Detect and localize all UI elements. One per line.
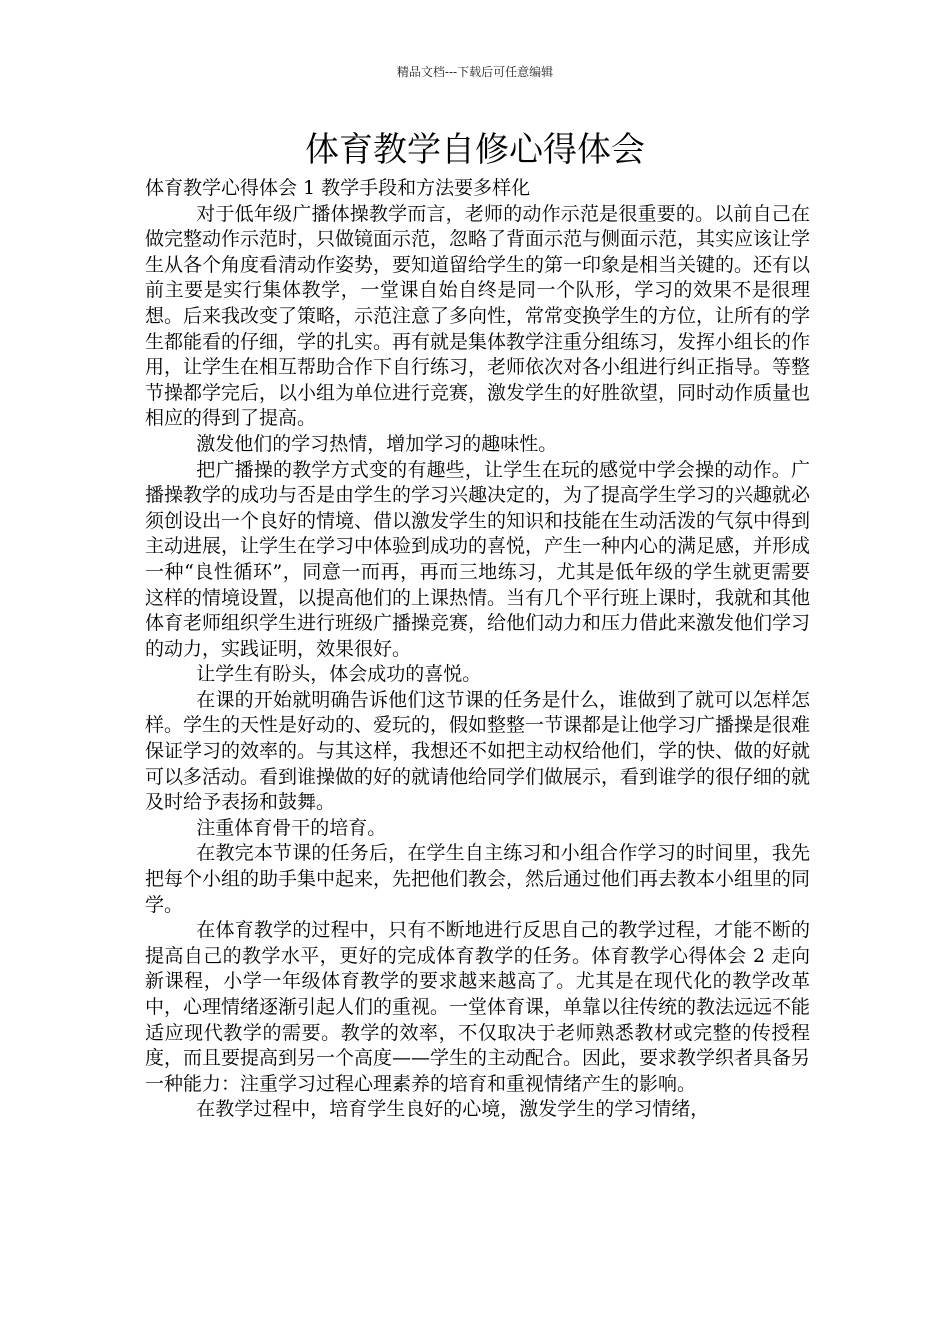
document-title: 体育教学自修心得体会 — [305, 130, 645, 170]
document-body — [145, 176, 810, 1123]
subheading: 激发他们的学习热情，增加学习的趣味性。 — [196, 432, 558, 455]
subheading: 让学生有盼头，体会成功的喜悦。 — [196, 663, 482, 686]
paragraph: 在课的开始就明确告诉他们这节课的任务是什么，谁做到了就可以怎样怎样。学生的天性是好动的、爱玩的，假如整整一节课都是让他学习广播操是很难保证学习的效率的。与其这样，我想还不如把主动权给他们，学的快、做的好就可以多活动。看到谁操做的好的就请他给同学们做展示，看到谁学的很仔细的就及时给予表扬和鼓舞。 — [145, 688, 811, 814]
section-heading-1: 体育教学心得体会 1 教学手段和方法要多样化 — [145, 177, 531, 199]
paragraph: 在体育教学的过程中，只有不断地进行反思自己的教学过程，才能不断的提高自己的教学水平，更好的完成体育教学的任务。体育教学心得体会 2 走向新课程，小学一年级体育教学的要求越来越高了。尤其是在现代化的教学改革中，心理情绪逐渐引起人们的重视。一堂体育课，单靠以往传统的教法远远不能适应现代教学的需要。教学的效率，不仅取决于老师熟悉教材或完整的传授程度，而且要提高到另一个高度——学生的主动配合。因此，要求教学织者具备另一种能力：注重学习过程心理素养的培育和重视情绪产生的影响。 — [145, 919, 811, 1095]
paragraph: 对于低年级广播体操教学而言，老师的动作示范是很重要的。以前自己在做完整动作示范时，只做镜面示范，忽略了背面示范与侧面示范，其实应该让学生从各个角度看清动作姿势，要知道留给学生的第一印象是相当关键的。还有以前主要是实行集体教学，一堂课自始自终是同一个队形，学习的效果不是很理想。后来我改变了策略，示范注意了多向性，常常变换学生的方位，让所有的学生都能看的仔细，学的扎实。再有就是集体教学注重分组练习，发挥小组长的作用，让学生在相互帮助合作下自行练习，老师依次对各小组进行纠正指导。等整节操都学完后，以小组为单位进行竞赛，激发学生的好胜欲望，同时动作质量也相应的得到了提高。 — [145, 202, 811, 430]
page-header-note: 精品文档---下载后可任意编辑 — [396, 65, 554, 79]
subheading: 注重体育骨干的培育。 — [196, 816, 387, 839]
paragraph: 在教完本节课的任务后，在学生自主练习和小组合作学习的时间里，我先把每个小组的助手集中起来，先把他们教会，然后通过他们再去教本小组里的同学。 — [145, 842, 811, 916]
paragraph: 在教学过程中，培育学生良好的心境，激发学生的学习情绪， — [196, 1098, 710, 1121]
paragraph: 把广播操的教学方式变的有趣些，让学生在玩的感觉中学会操的动作。广播操教学的成功与否是由学生的学习兴趣决定的，为了提高学生学习的兴趣就必须创设出一个良好的情境、借以激发学生的知识和技能在生动活泼的气氛中得到主动进展，让学生在学习中体验到成功的喜悦，产生一种内心的满足感，并形成一种“良性循环”，同意一而再，再而三地练习，尤其是低年级的学生就更需要这样的情境设置，以提高他们的上课热情。当有几个平行班上课时，我就和其他体育老师组织学生进行班级广播操竞赛，给他们动力和压力借此来激发他们学习的动力，实践证明，效果很好。 — [145, 458, 811, 660]
